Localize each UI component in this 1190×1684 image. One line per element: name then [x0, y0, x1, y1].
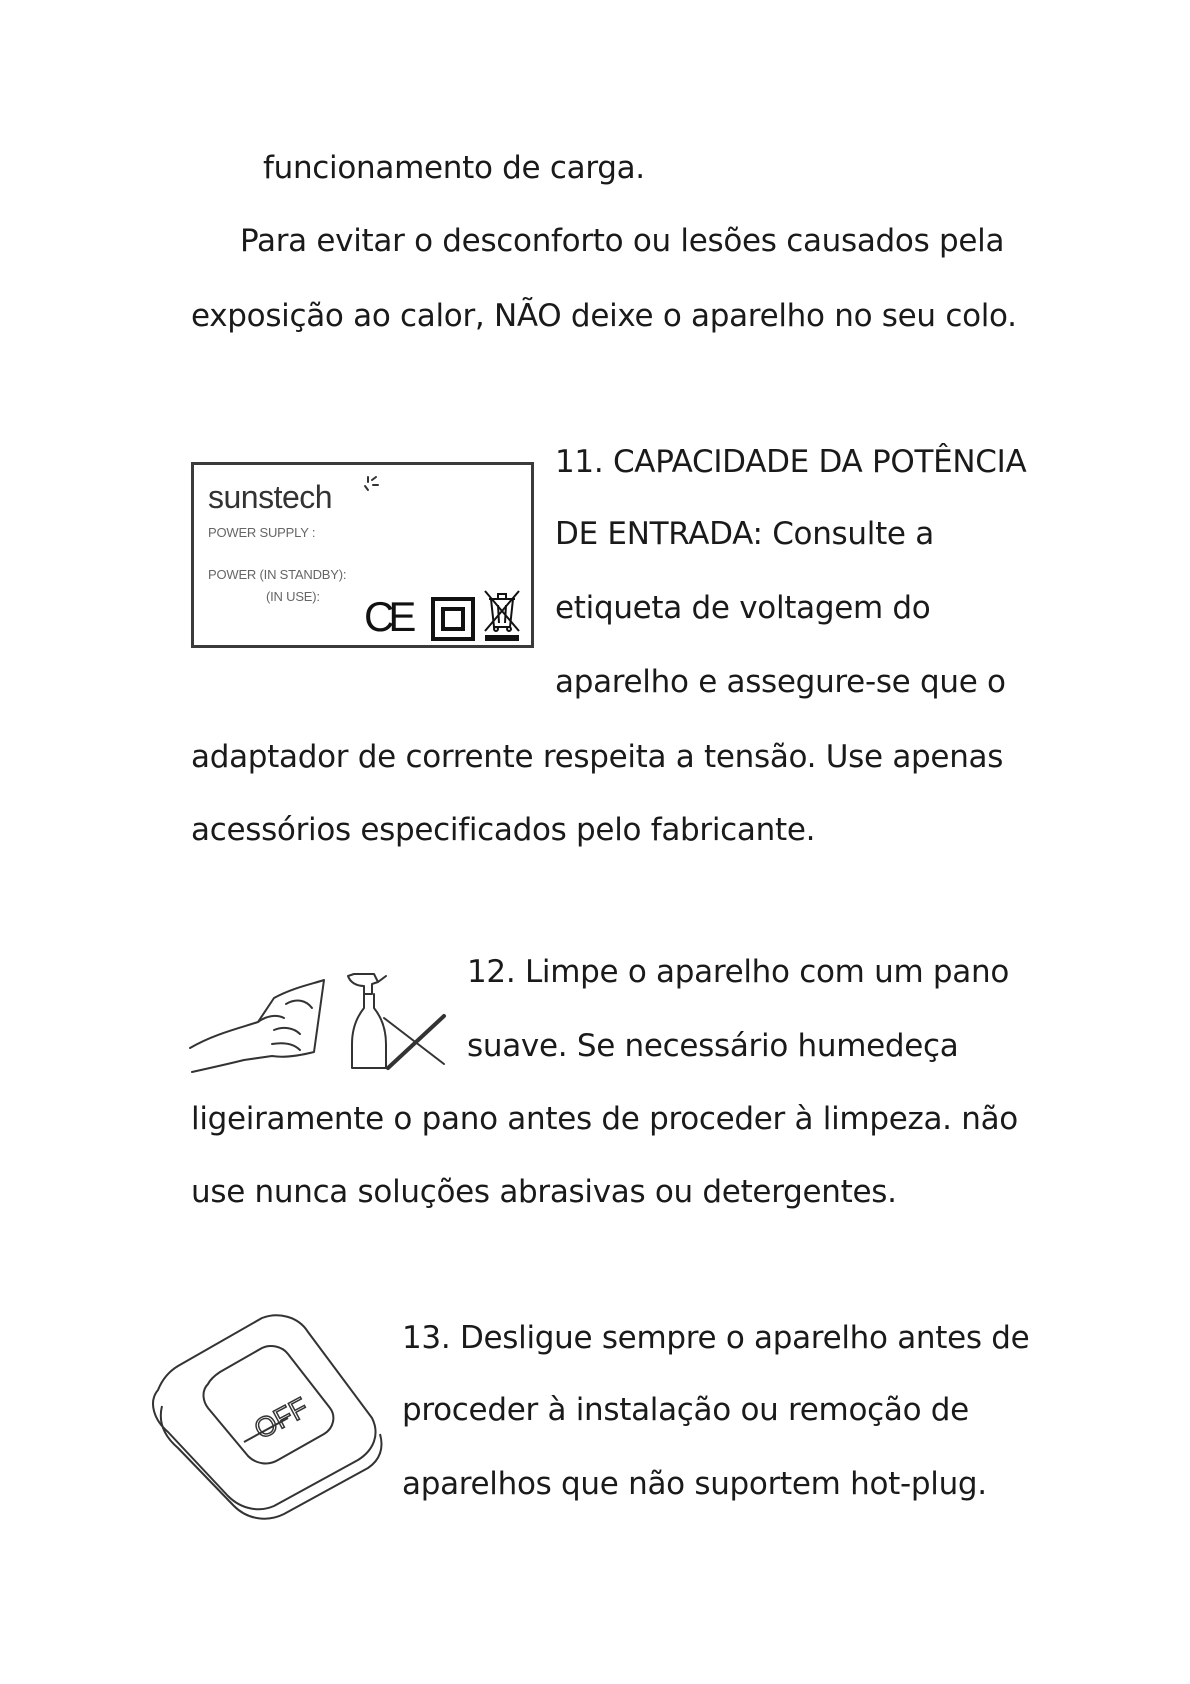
- brand-spark-icon: [362, 475, 384, 497]
- in-use-text: (IN USE):: [266, 589, 320, 604]
- section12-line: suave. Se necessário humedeça: [467, 1028, 959, 1064]
- section13-line: proceder à instalação ou remoção de: [402, 1392, 969, 1428]
- paragraph-line: funcionamento de carga.: [263, 150, 645, 186]
- spray-bottle-icon: [348, 974, 378, 994]
- paragraph-line: exposição ao calor, NÃO deixe o aparelho no seu colo.: [191, 298, 1017, 334]
- brand-logo: sunstech: [208, 479, 333, 515]
- section12-line: ligeiramente o pano antes de proceder à limpeza. não: [191, 1101, 1018, 1137]
- section11-line: aparelho e assegure-se que o: [555, 664, 1006, 700]
- power-supply-text: POWER SUPPLY :: [208, 525, 316, 540]
- cleaning-illustration: [188, 964, 452, 1076]
- section13-line: aparelhos que não suportem hot-plug.: [402, 1466, 987, 1502]
- section11-line: 11. CAPACIDADE DA POTÊNCIA: [555, 444, 1027, 480]
- section11-line: adaptador de corrente respeita a tensão. Use apenas: [191, 739, 1004, 775]
- hand-cloth-icon: [190, 980, 324, 1072]
- ce-mark: CE: [364, 593, 411, 640]
- double-insulation-icon: [431, 597, 475, 641]
- rating-label-figure: [191, 462, 534, 648]
- weee-bin-icon: [479, 585, 525, 643]
- section12-line: 12. Limpe o aparelho com um pano: [467, 954, 1009, 990]
- power-switch-illustration: [148, 1310, 388, 1524]
- section12-line: use nunca soluções abrasivas ou detergentes.: [191, 1174, 897, 1210]
- section13-line: 13. Desligue sempre o aparelho antes de: [402, 1320, 1030, 1356]
- section11-line: DE ENTRADA: Consulte a: [555, 516, 934, 552]
- paragraph-line: Para evitar o desconforto ou lesões causados pela: [240, 223, 1005, 259]
- section11-line: acessórios especificados pelo fabricante.: [191, 812, 816, 848]
- power-standby-text: POWER (IN STANDBY):: [208, 567, 347, 582]
- switch-off-label: OFF: [249, 1391, 314, 1446]
- section11-line: etiqueta de voltagem do: [555, 590, 931, 626]
